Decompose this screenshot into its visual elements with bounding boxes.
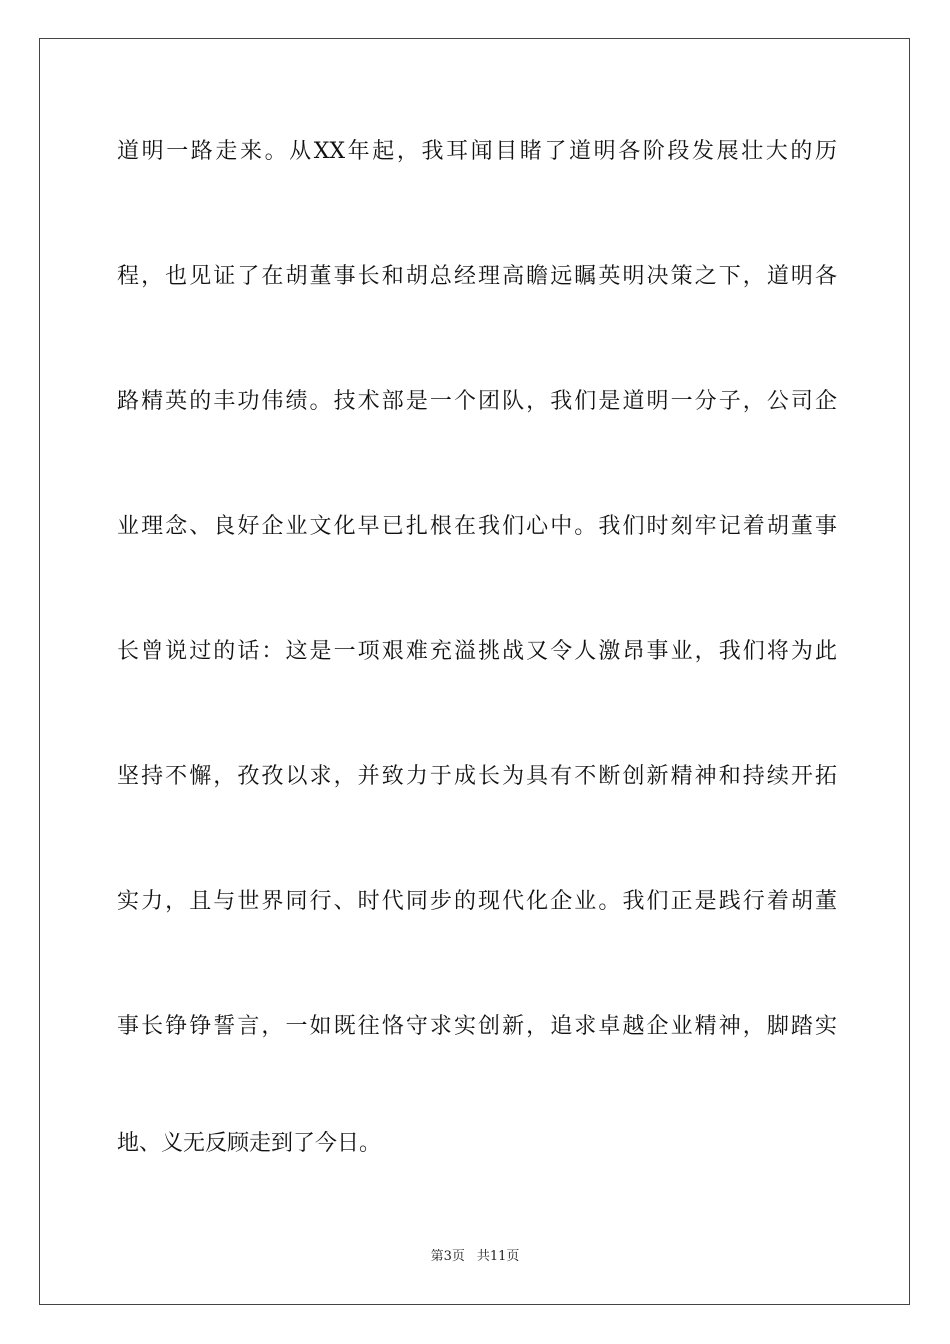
paragraph-line: 程，也见证了在胡董事长和胡总经理高瞻远瞩英明决策之下，道明各 bbox=[117, 264, 837, 289]
paragraph-line: 实力，且与世界同行、时代同步的现代化企业。我们正是践行着胡董 bbox=[117, 889, 837, 914]
page-frame bbox=[39, 38, 910, 1305]
paragraph-line: 路精英的丰功伟绩。技术部是一个团队，我们是道明一分子，公司企 bbox=[117, 389, 837, 414]
page-total: 共11页 bbox=[476, 1249, 520, 1264]
paragraph-line: 坚持不懈，孜孜以求，并致力于成长为具有不断创新精神和持续开拓 bbox=[117, 764, 837, 789]
paragraph-line: 长曾说过的话：这是一项艰难充溢挑战又令人激昂事业，我们将为此 bbox=[117, 639, 837, 664]
paragraph-line: 业理念、良好企业文化早已扎根在我们心中。我们时刻牢记着胡董事 bbox=[117, 514, 837, 539]
paragraph-line-last: 地、义无反顾走到了今日。 bbox=[117, 1131, 382, 1156]
paragraph-line: 道明一路走来。从XX年起，我耳闻目睹了道明各阶段发展壮大的历 bbox=[117, 139, 837, 164]
paragraph-line: 事长铮铮誓言，一如既往恪守求实创新，追求卓越企业精神，脚踏实 bbox=[117, 1014, 837, 1039]
page-footer bbox=[0, 1248, 950, 1266]
page-number: 第3页 bbox=[430, 1249, 465, 1264]
